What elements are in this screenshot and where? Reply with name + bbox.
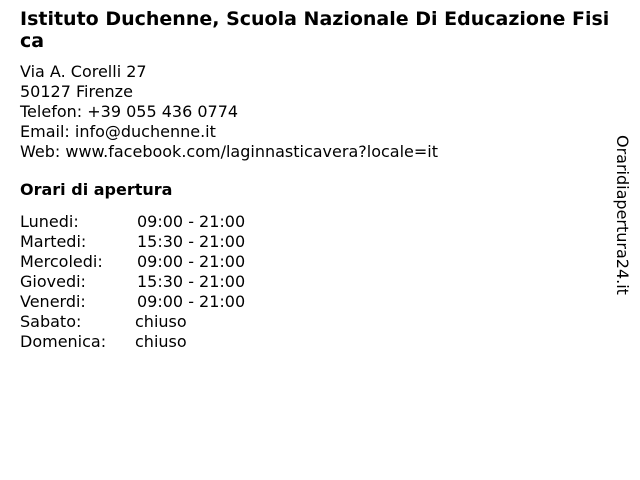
day-label: Sabato: [20, 312, 82, 331]
day-label: Lunedi: [20, 212, 79, 231]
hours-row-monday [20, 212, 620, 232]
business-info [20, 8, 620, 352]
time-value: 15:30 - 21:00 [137, 232, 246, 251]
time-value: 15:30 - 21:00 [137, 272, 246, 291]
business-title: Istituto Duchenne, Scuola Nazionale Di Educazione Fisica [20, 8, 610, 52]
time-value: chiuso [135, 332, 187, 351]
address-block [20, 62, 620, 162]
side-brand-watermark: Oraridiapertura24.it [613, 135, 632, 295]
hours-row-friday [20, 292, 620, 312]
phone-line: Telefon: +39 055 436 0774 [20, 102, 239, 121]
city-address: 50127 Firenze [20, 82, 133, 101]
day-label: Giovedi: [20, 272, 86, 291]
time-value: chiuso [135, 312, 187, 331]
hours-heading: Orari di apertura [20, 180, 173, 199]
time-value: 09:00 - 21:00 [137, 252, 246, 271]
hours-row-saturday [20, 312, 620, 332]
day-label: Martedi: [20, 232, 87, 251]
web-line: Web: www.facebook.com/laginnasticavera?locale=it [20, 142, 438, 161]
day-label: Domenica: [20, 332, 107, 351]
hours-row-thursday [20, 272, 620, 292]
hours-row-tuesday [20, 232, 620, 252]
time-value: 09:00 - 21:00 [137, 292, 246, 311]
email-line: Email: info@duchenne.it [20, 122, 216, 141]
hours-row-wednesday [20, 252, 620, 272]
time-value: 09:00 - 21:00 [137, 212, 246, 231]
hours-row-sunday [20, 332, 620, 352]
day-label: Mercoledi: [20, 252, 103, 271]
day-label: Venerdi: [20, 292, 86, 311]
opening-hours-table [20, 212, 620, 352]
street-address: Via A. Corelli 27 [20, 62, 147, 81]
